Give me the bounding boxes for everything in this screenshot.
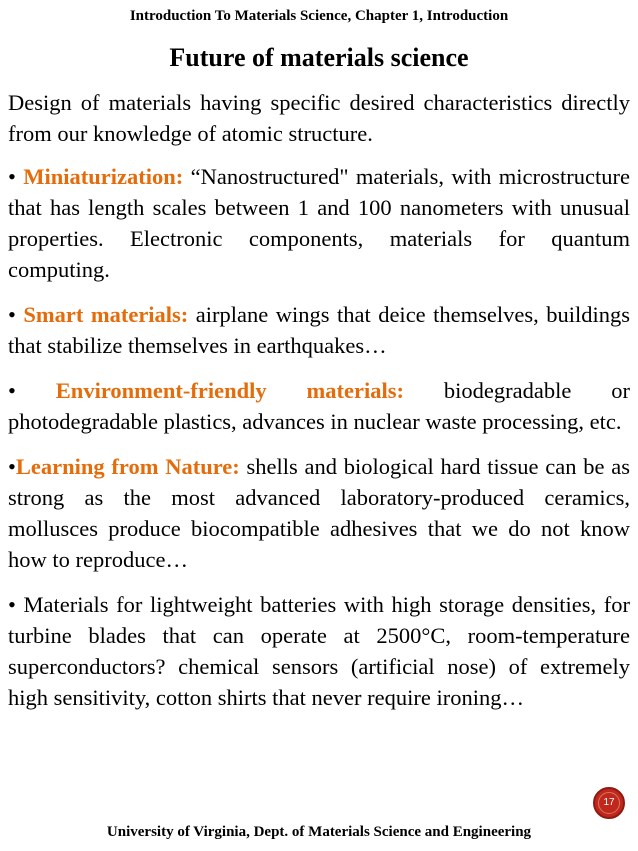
bullet-label-smart-materials: Smart materials: xyxy=(23,302,189,327)
bullet-label-miniaturization: Miniaturization: xyxy=(23,164,184,189)
bullet-marker: • xyxy=(8,592,16,617)
bullet-text-learning-from-nature: shells and biological hard tissue can be as strong as the most advanced laboratory-produced ceramics, mollusces produce biocompatible adhesives that we do not know how to reproduce… xyxy=(8,454,630,572)
page-header: Introduction To Materials Science, Chapter 1, Introduction xyxy=(129,8,509,24)
bullet-marker: • xyxy=(8,164,16,189)
page-number-badge: 17 xyxy=(593,787,625,819)
bullet-marker: • xyxy=(8,454,16,479)
page-title: Future of materials science xyxy=(169,43,469,72)
page-footer: University of Virginia, Dept. of Materials Science and Engineering xyxy=(106,824,532,840)
bullet-text-future-materials: Materials for lightweight batteries with high storage densities, for turbine blades that can operate at 2500°C, room-temperature superconductors? chemical sensors (artificial nose) of extremely high sensitivity, cotton shirts that never require ironing… xyxy=(8,592,630,710)
bullet-marker: • xyxy=(8,378,16,403)
bullet-text-environment-friendly: biodegradable or photodegradable plastics, advances in nuclear waste processing, etc. xyxy=(8,378,630,434)
bullet-environment-friendly xyxy=(8,375,630,437)
bullet-marker: • xyxy=(8,302,16,327)
bullet-text-smart-materials: airplane wings that deice themselves, buildings that stabilize themselves in earthquakes… xyxy=(8,302,630,358)
intro-paragraph: Design of materials having specific desired characteristics directly from our knowledge of atomic structure. xyxy=(8,90,630,146)
bullet-miniaturization xyxy=(8,161,630,285)
bullet-learning-from-nature xyxy=(8,451,630,575)
slide-content xyxy=(8,87,630,727)
bullet-future-materials xyxy=(8,589,630,713)
bullet-label-environment-friendly: Environment-friendly materials: xyxy=(55,378,404,403)
bullet-smart-materials xyxy=(8,299,630,361)
bullet-label-learning-from-nature: Learning from Nature: xyxy=(15,454,240,479)
bullet-text-miniaturization: “Nanostructured" materials, with microstructure that has length scales between 1 and 100 nanometers with unusual properties. Electronic components, materials for quantum computing. xyxy=(8,164,630,282)
